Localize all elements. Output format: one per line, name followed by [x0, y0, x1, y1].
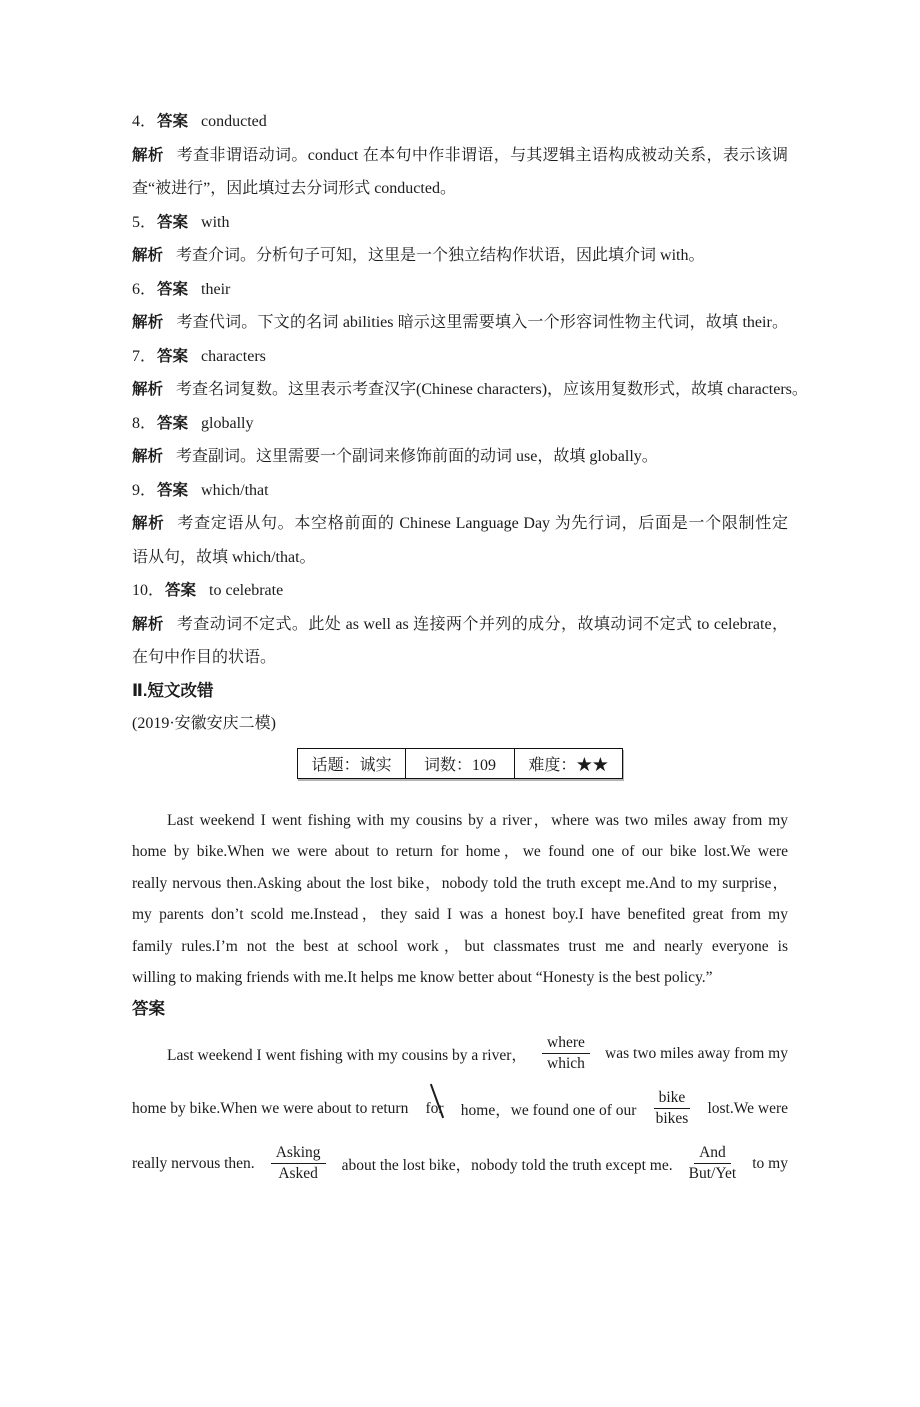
answer-line	[132, 474, 788, 508]
item-number: 4．	[132, 113, 157, 130]
analysis-label: 解析	[132, 314, 164, 331]
analysis-line	[132, 373, 808, 407]
answer-value: which/that	[201, 481, 269, 499]
answer-line	[132, 105, 788, 139]
error-word: Asking	[271, 1144, 326, 1165]
analysis-text: 考查介词。分析句子可知，这里是一个独立结构作状语，因此填介词 with。	[176, 247, 705, 264]
correction-fraction	[654, 1089, 691, 1129]
analysis-text: 考查动词不定式。此处 as well as 连接两个并列的成分，故填动词不定式 to celebrate，	[176, 615, 788, 633]
analysis-text: 在句中作目的状语。	[132, 649, 277, 666]
correction-fraction	[542, 1034, 590, 1074]
analysis-label: 解析	[132, 615, 164, 633]
passage-line: really nervous then.Asking about the lost bike，nobody told the truth except me.And to my surprise，	[132, 874, 788, 892]
answer-label: 答案	[157, 481, 189, 499]
error-word: And	[694, 1144, 731, 1165]
passage-line: family rules.I’m not the best at school work，but classmates trust me and nearly everyone is	[132, 937, 788, 955]
analysis-text: 考查名词复数。这里表示考查汉字(Chinese characters)，应该用复数形式，故填 characters。	[176, 381, 808, 398]
answer-line	[132, 340, 788, 374]
corrected-text: Last weekend I went fishing with my cousins by a river，	[167, 1046, 527, 1064]
analysis-text: 考查副词。这里需要一个副词来修饰前面的动词 use，故填 globally。	[176, 448, 658, 465]
analysis-line	[132, 608, 788, 642]
analysis-line	[132, 440, 788, 474]
corrected-text: home by bike.When we were about to return	[132, 1099, 409, 1117]
analysis-line	[132, 139, 788, 173]
item-number: 9．	[132, 481, 157, 499]
correction-answer-heading: 答案	[132, 1000, 165, 1019]
answer-label: 答案	[157, 414, 189, 432]
correction-word: which	[547, 1055, 585, 1073]
analysis-text: 考查代词。下文的名词 abilities 暗示这里需要填入一个形容词性物主代词，故填 their。	[176, 314, 788, 331]
answer-label: 答案	[157, 113, 189, 130]
error-word: where	[542, 1034, 590, 1055]
analysis-label: 解析	[132, 448, 164, 465]
answer-value: with	[201, 213, 230, 231]
correction-fraction	[271, 1144, 326, 1184]
document-page	[132, 105, 808, 1191]
corrected-text: home，we found one of our	[460, 1101, 637, 1119]
analysis-line	[132, 306, 788, 340]
info-word-count-cell: 词数：109	[406, 749, 514, 779]
answer-value: globally	[201, 414, 254, 432]
item-number: 5．	[132, 213, 157, 231]
info-table-row	[298, 749, 623, 779]
analysis-label: 解析	[132, 515, 165, 532]
info-topic-cell: 话题：诚实	[298, 749, 406, 779]
answer-value: characters	[201, 347, 266, 365]
exam-source: (2019·安徽安庆二模)	[132, 715, 276, 732]
passage-info-table	[297, 748, 623, 779]
analysis-label: 解析	[132, 381, 164, 398]
correction-word: bikes	[655, 1110, 689, 1128]
correction-word: Asked	[278, 1165, 318, 1183]
item-number: 6．	[132, 280, 157, 298]
analysis-line	[132, 239, 788, 273]
info-difficulty-cell: 难度：★★	[514, 749, 622, 779]
answer-label: 答案	[157, 280, 189, 298]
answer-label: 答案	[165, 582, 197, 599]
corrected-line	[132, 1136, 788, 1191]
section-title: Ⅱ.短文改错	[132, 681, 214, 700]
corrected-text: about the lost bike，nobody told the truth except me.	[341, 1156, 673, 1174]
analysis-label: 解析	[132, 146, 164, 164]
item-number: 7．	[132, 347, 157, 365]
passage-line: Last weekend I went fishing with my cousins by a river，where was two miles away from my	[167, 812, 788, 829]
corrected-line	[132, 1081, 788, 1136]
passage-line: my parents don’t scold me.Instead，they said I was a honest boy.I have benefited great from my	[132, 906, 788, 924]
answer-line	[132, 273, 788, 307]
deleted-word: for	[426, 1100, 444, 1118]
analysis-text: 考查定语从句。本空格前面的 Chinese Language Day 为先行词，后面是一个限制性定	[177, 515, 788, 532]
analysis-line	[132, 541, 788, 575]
answer-value: their	[201, 280, 231, 298]
corrected-text: to my	[752, 1154, 788, 1172]
error-word: bike	[654, 1089, 691, 1110]
corrected-text: lost.We were	[707, 1099, 788, 1117]
answer-label: 答案	[157, 347, 189, 365]
analysis-text: 语从句，故填 which/that。	[132, 548, 316, 566]
item-number: 8．	[132, 414, 157, 432]
answer-label: 答案	[157, 213, 189, 231]
analysis-text: 考查非谓语动词。conduct 在本句中作非谓语，与其逻辑主语构成被动关系，表示该调	[176, 146, 788, 164]
deletion-slash-mark	[430, 1084, 444, 1118]
analysis-line	[132, 641, 788, 675]
analysis-label: 解析	[132, 247, 164, 264]
item-number: 10．	[132, 582, 165, 599]
corrected-passage	[132, 1026, 788, 1191]
original-passage	[132, 805, 788, 993]
correction-fraction	[689, 1144, 737, 1184]
corrected-line	[132, 1026, 788, 1081]
answer-value: to celebrate	[209, 582, 284, 599]
correction-word: But/Yet	[688, 1165, 737, 1183]
corrected-text: was two miles away from my	[605, 1044, 788, 1062]
answer-value: conducted	[201, 113, 267, 130]
grammar-answers-section	[132, 105, 808, 675]
answer-line	[132, 407, 788, 441]
analysis-line	[132, 172, 788, 206]
analysis-text: 查“被进行”，因此填过去分词形式 conducted。	[132, 180, 456, 197]
answer-line	[132, 206, 788, 240]
passage-line: willing to making friends with me.It helps me know better about “Honesty is the best policy.”	[132, 969, 713, 987]
passage-line: home by bike.When we were about to return for home，we found one of our bike lost.We were	[132, 843, 788, 861]
answer-line	[132, 574, 788, 608]
analysis-line	[132, 507, 788, 541]
corrected-text: really nervous then.	[132, 1154, 255, 1172]
